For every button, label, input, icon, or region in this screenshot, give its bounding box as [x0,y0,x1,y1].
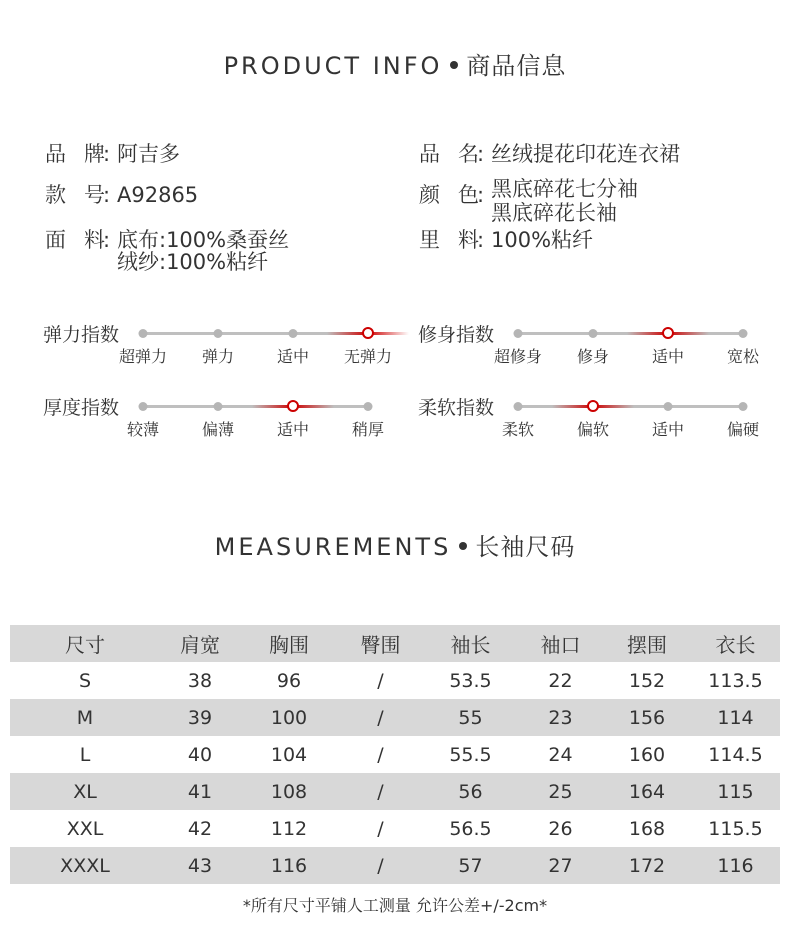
table-cell: 96 [276,669,302,692]
table-cell: 38 [187,669,213,692]
measurements-title-en: MEASUREMENTS [214,533,452,561]
index-point [664,402,673,411]
table-cell: 39 [187,706,213,729]
table-cell: 113.5 [708,669,763,692]
index-point [514,329,523,338]
info-colon: : [477,228,485,252]
table-cell: 56.5 [449,817,492,840]
table-row [10,847,780,884]
index-point [139,329,148,338]
index-option: 超修身 [493,347,543,366]
index-point [214,329,223,338]
table-cell: XXL [66,817,104,840]
table-cell: XL [73,780,97,803]
info-product-name-label: 品名 [419,142,479,166]
index-label: 柔软指数 [418,397,495,419]
table-cell: XXXL [60,854,110,877]
index-point [139,402,148,411]
table-cell: 53.5 [449,669,492,692]
product-info-title [0,46,790,81]
table-header-cell: 肩宽 [180,633,220,657]
index-option: 修身 [576,347,610,366]
table-header-row [10,625,780,662]
table-cell: 164 [628,780,666,803]
index-point-selected [662,327,674,339]
table-cell: 104 [270,743,308,766]
table-cell: / [377,706,384,729]
table-row [10,773,780,810]
index-point [289,329,298,338]
table-cell: 114 [717,706,754,729]
info-fabric-value-2: 绒纱:100%粘纤 [117,250,269,274]
table-cell: 55.5 [449,743,492,766]
table-cell: 26 [548,817,573,840]
table-cell: 27 [548,854,573,877]
index-option: 适中 [276,420,310,439]
table-header-cell: 袖长 [450,633,491,657]
index-option: 适中 [651,420,685,439]
info-fabric-value-1: 底布:100%桑蚕丝 [117,228,290,252]
info-brand-label: 品牌 [45,142,105,166]
table-cell: 168 [628,817,666,840]
index-point-selected [287,400,299,412]
index-option: 偏软 [576,420,610,439]
info-brand-value: 阿吉多 [117,142,180,166]
index-option: 宽松 [726,347,760,366]
index-label: 修身指数 [418,324,495,346]
title-dot-icon [450,61,458,69]
table-cell: 57 [458,854,483,877]
measurements-title-cn: 长袖尺码 [475,533,576,561]
table-cell: 42 [187,817,213,840]
info-lining-label: 里料 [419,228,479,252]
index-option: 适中 [276,347,310,366]
index-point [214,402,223,411]
index-option: 稍厚 [351,420,385,439]
table-header-cell: 摆围 [627,633,667,657]
table-cell: 152 [628,669,666,692]
table-header-cell: 胸围 [269,633,309,657]
info-lining-value: 100%粘纤 [491,228,594,252]
index-option: 柔软 [501,420,535,439]
table-header-cell: 衣长 [715,633,756,657]
size-table [10,625,780,884]
table-cell: 41 [187,780,213,803]
table-cell: / [377,669,384,692]
info-style-no-label: 款号 [45,183,105,207]
fit-index [418,320,778,370]
index-option: 偏硬 [726,420,760,439]
table-cell: 55 [458,706,483,729]
product-info-title-en: PRODUCT INFO [223,52,443,80]
table-cell: 160 [628,743,666,766]
index-option: 无弹力 [343,347,393,366]
product-info-title-cn: 商品信息 [466,52,567,80]
info-style-no-value: A92865 [117,183,199,207]
table-cell: / [377,817,384,840]
info-product-name-value: 丝绒提花印花连衣裙 [491,142,680,166]
index-point [514,402,523,411]
table-row [10,699,780,736]
info-color-label: 颜色 [419,183,479,207]
info-colon: : [103,183,111,207]
table-cell: 172 [628,854,666,877]
table-cell: 22 [548,669,573,692]
title-dot-icon [459,542,467,550]
measurement-note: *所有尺寸平铺人工测量 允许公差+/-2cm* [242,896,548,915]
table-cell: / [377,854,384,877]
table-cell: / [377,780,384,803]
table-header-cell: 袖口 [540,633,581,657]
index-point [364,402,373,411]
table-cell: 43 [187,854,213,877]
measurements-title [0,527,790,562]
table-cell: 115 [717,780,754,803]
index-option: 弹力 [201,347,235,366]
index-point-selected [362,327,374,339]
info-fabric-label: 面料 [45,228,105,252]
table-cell: 100 [270,706,308,729]
table-row [10,662,780,699]
table-cell: S [78,669,92,692]
elasticity-index [43,320,403,370]
table-cell: L [79,743,91,766]
table-row [10,810,780,847]
thickness-index [43,393,403,443]
table-body [10,662,780,884]
table-header-cell: 臀围 [360,633,401,657]
table-row [10,736,780,773]
index-option: 适中 [651,347,685,366]
table-cell: / [377,743,384,766]
softness-index [418,393,778,443]
table-cell: 114.5 [708,743,763,766]
table-cell: 25 [548,780,573,803]
info-colon: : [103,142,111,166]
table-cell: M [76,706,94,729]
info-color-value-2: 黑底碎花长袖 [491,201,617,225]
info-colon: : [477,183,485,207]
index-label: 厚度指数 [43,397,120,419]
index-point [589,329,598,338]
index-label: 弹力指数 [43,324,120,346]
table-cell: 40 [187,743,213,766]
index-point-selected [587,400,599,412]
table-cell: 112 [270,817,308,840]
index-option: 较薄 [126,420,160,439]
table-header-cell: 尺寸 [65,633,105,657]
table-cell: 24 [548,743,573,766]
index-point [739,402,748,411]
table-cell: 23 [548,706,573,729]
table-cell: 115.5 [708,817,763,840]
table-cell: 116 [717,854,754,877]
table-cell: 108 [270,780,308,803]
index-option: 超弹力 [118,347,168,366]
info-colon: : [103,228,111,252]
table-cell: 56 [458,780,483,803]
info-color-value-1: 黑底碎花七分袖 [491,177,638,201]
index-option: 偏薄 [201,420,235,439]
table-cell: 156 [628,706,666,729]
info-colon: : [477,142,485,166]
table-cell: 116 [270,854,308,877]
index-point [739,329,748,338]
